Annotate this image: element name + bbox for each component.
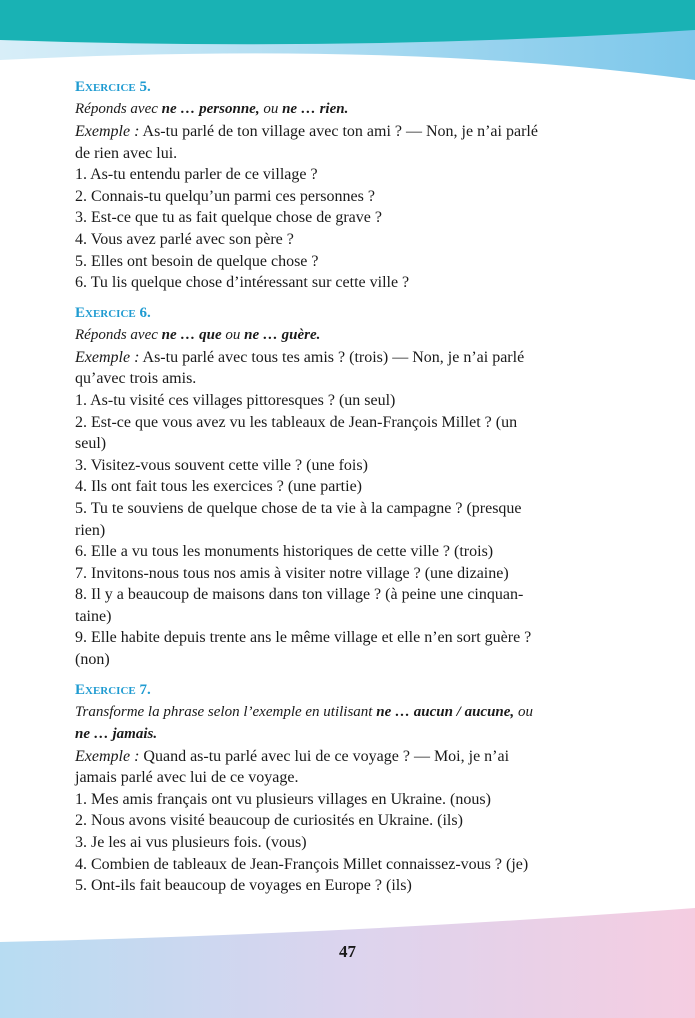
list-item: 3. Est-ce que tu as fait quelque chose de grave ?	[75, 209, 382, 227]
list-item: 1. Mes amis français ont vu plusieurs villages en Ukraine. (nous)	[75, 790, 491, 808]
exercise-title: Exercice 6.	[75, 304, 151, 321]
example-line: Exemple : As-tu parlé avec tous tes amis ? (trois) — Non, je n’ai parlé	[75, 348, 525, 366]
list-item: 8. Il y a beaucoup de maisons dans ton village ? (à peine une cinquan-	[75, 586, 524, 604]
exercise-instruction-continued: ne … jamais.	[75, 725, 158, 742]
list-item: 7. Invitons-nous tous nos amis à visiter notre village ? (une dizaine)	[75, 564, 509, 582]
list-item: 1. As-tu entendu parler de ce village ?	[75, 166, 318, 184]
exercise-5	[75, 78, 615, 294]
list-item: 5. Elles ont besoin de quelque chose ?	[75, 252, 319, 270]
exercise-7	[75, 681, 615, 897]
page-content	[75, 78, 615, 897]
list-item: 3. Visitez-vous souvent cette ville ? (une fois)	[75, 456, 368, 474]
example-line-continued: jamais parlé avec lui de ce voyage.	[75, 769, 299, 787]
exercise-title: Exercice 5.	[75, 79, 151, 95]
list-item: 2. Nous avons visité beaucoup de curiosités en Ukraine. (ils)	[75, 812, 463, 830]
exercise-instruction: Réponds avec ne … personne, ou ne … rien.	[75, 101, 349, 117]
example-line: Exemple : As-tu parlé de ton village avec ton ami ? — Non, je n’ai parlé	[75, 123, 538, 140]
list-item: 1. As-tu visité ces villages pittoresques ? (un seul)	[75, 391, 396, 409]
exercise-title: Exercice 7.	[75, 681, 151, 698]
exercise-instruction: Réponds avec ne … que ou ne … guère.	[75, 326, 321, 343]
exercise-instruction: Transforme la phrase selon l’exemple en utilisant ne … aucun / aucune, ou	[75, 703, 533, 720]
example-line-continued: de rien avec lui.	[75, 144, 178, 162]
list-item-continued: (non)	[75, 651, 110, 669]
list-item: 4. Ils ont fait tous les exercices ? (une partie)	[75, 478, 362, 496]
list-item: 4. Vous avez parlé avec son père ?	[75, 230, 294, 248]
list-item: 4. Combien de tableaux de Jean-François Millet connaissez-vous ? (je)	[75, 855, 529, 873]
example-line-continued: qu’avec trois amis.	[75, 370, 197, 388]
example-line: Exemple : Quand as-tu parlé avec lui de ce voyage ? — Moi, je n’ai	[75, 747, 510, 765]
list-item: 5. Tu te souviens de quelque chose de ta vie à la campagne ? (presque	[75, 499, 522, 517]
list-item: 3. Je les ai vus plusieurs fois. (vous)	[75, 834, 307, 852]
list-item-continued: rien)	[75, 521, 106, 539]
exercise-6	[75, 304, 615, 671]
list-item: 6. Elle a vu tous les monuments historiques de cette ville ? (trois)	[75, 543, 494, 561]
list-item: 9. Elle habite depuis trente ans le même village et elle n’en sort guère ?	[75, 629, 532, 647]
list-item: 5. Ont-ils fait beaucoup de voyages en Europe ? (ils)	[75, 877, 412, 895]
list-item-continued: taine)	[75, 607, 112, 625]
list-item-continued: seul)	[75, 435, 107, 453]
top-decorative-band	[0, 0, 695, 90]
list-item: 2. Connais-tu quelqu’un parmi ces personnes ?	[75, 187, 375, 205]
list-item: 6. Tu lis quelque chose d’intéressant sur cette ville ?	[75, 274, 410, 292]
list-item: 2. Est-ce que vous avez vu les tableaux de Jean-François Millet ? (un	[75, 413, 518, 431]
page-number: 47	[339, 942, 356, 961]
